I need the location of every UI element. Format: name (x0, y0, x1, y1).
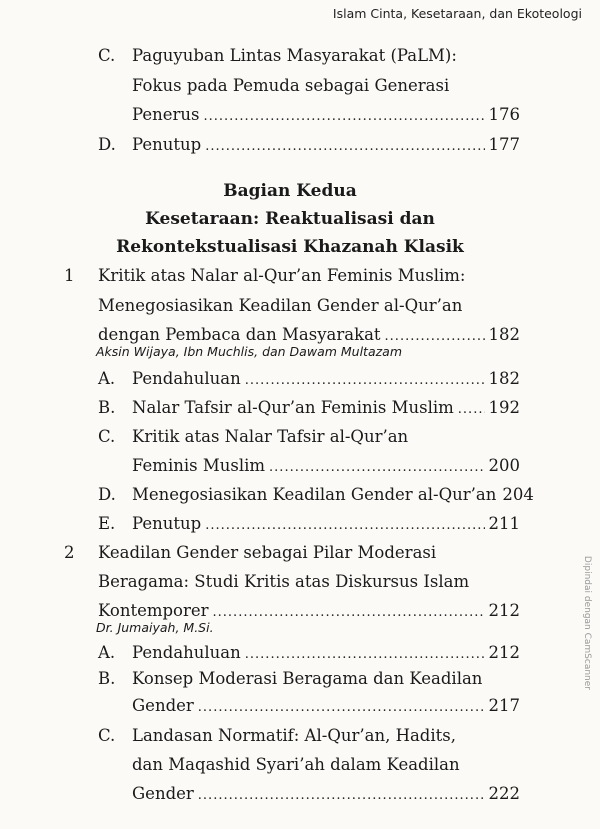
toc-entry (0, 365, 600, 393)
toc-entry (0, 692, 600, 720)
dotted-leader-row (132, 101, 520, 131)
entry-text: Paguyuban Lintas Masyarakat (PaLM): (132, 46, 457, 65)
chapter-2-line2 (0, 568, 600, 596)
entry-text: Gender (132, 784, 194, 803)
page-number: 211 (488, 514, 520, 533)
toc-entry-c-line3 (0, 101, 600, 129)
entry-text: Pendahuluan (132, 643, 241, 662)
toc-entry (0, 722, 600, 750)
entry-text: Penerus (132, 105, 200, 124)
page-number: 222 (488, 784, 520, 803)
entry-text: Gender (132, 696, 194, 715)
dotted-leader-row (132, 510, 520, 540)
chapter-title: Kontemporer (98, 601, 209, 620)
dotted-leader-row (132, 481, 534, 509)
running-header: Islam Cinta, Kesetaraan, dan Ekoteologi (332, 6, 582, 21)
section-letter: A. (98, 369, 116, 388)
chapter-number: 2 (64, 543, 75, 562)
scanner-watermark: Dipindai dengan CamScanner (582, 555, 592, 690)
dotted-leader-row (132, 365, 520, 395)
page-number: 204 (502, 485, 534, 504)
toc-entry (0, 780, 600, 808)
page-number: 200 (488, 456, 520, 475)
section-letter: E. (98, 514, 116, 533)
chapter-title: Kritik atas Nalar al-Qur’an Feminis Muslim: (98, 266, 466, 285)
section-letter: B. (98, 398, 116, 417)
dot-leader (213, 599, 485, 627)
section-letter: C. (98, 46, 116, 65)
part-title-line1: Kesetaraan: Reaktualisasi dan (145, 209, 435, 229)
toc-entry (0, 481, 600, 509)
dotted-leader-row (132, 394, 520, 424)
entry-text: Feminis Muslim (132, 456, 266, 475)
entry-text: Pendahuluan (132, 369, 241, 388)
dot-leader (198, 694, 485, 722)
entry-text: Konsep Moderasi Beragama dan Keadilan (132, 669, 483, 688)
entry-text: Kritik atas Nalar Tafsir al-Qur’an (132, 427, 409, 446)
dot-leader (205, 512, 484, 540)
chapter-2-line3 (0, 597, 600, 625)
toc-entry (0, 665, 600, 693)
toc-entry (0, 394, 600, 422)
entry-text: Penutup (132, 135, 202, 154)
section-letter: A. (98, 643, 116, 662)
toc-entry-c-line2 (0, 72, 600, 100)
part-title-line2: Rekontekstualisasi Khazanah Klasik (116, 237, 464, 257)
page-number: 217 (488, 696, 520, 715)
page-number: 182 (488, 369, 520, 388)
dot-leader (198, 782, 485, 810)
entry-text: dan Maqashid Syari’ah dalam Keadilan (132, 755, 460, 774)
dot-leader (245, 367, 485, 395)
chapter-title: Beragama: Studi Kritis atas Diskursus Islam (98, 572, 470, 591)
section-letter: D. (98, 485, 116, 504)
entry-text: Menegosiasikan Keadilan Gender al-Qur’an (132, 485, 497, 504)
dot-leader (458, 396, 485, 424)
section-letter: B. (98, 669, 116, 688)
toc-entry-d (0, 131, 600, 159)
chapter-1-line1 (0, 262, 600, 290)
page-number: 192 (488, 398, 520, 417)
chapter-title: dengan Pembaca dan Masyarakat (98, 325, 381, 344)
toc-entry (0, 423, 600, 451)
section-letter: D. (98, 135, 116, 154)
dot-leader (205, 133, 484, 161)
dotted-leader-row (132, 692, 520, 722)
entry-text: Nalar Tafsir al-Qur’an Feminis Muslim (132, 398, 454, 417)
page-number: 177 (488, 135, 520, 154)
chapter-author: Aksin Wijaya, Ibn Muchlis, dan Dawam Multazam (96, 344, 403, 359)
dot-leader (204, 103, 485, 131)
page-number: 176 (488, 105, 520, 124)
entry-text: Fokus pada Pemuda sebagai Generasi (132, 76, 450, 95)
chapter-title: Keadilan Gender sebagai Pilar Moderasi (98, 543, 437, 562)
entry-text: Penutup (132, 514, 202, 533)
chapter-1-line2 (0, 292, 600, 320)
chapter-title: Menegosiasikan Keadilan Gender al-Qur’an (98, 296, 463, 315)
toc-entry-c-line1 (0, 42, 600, 70)
section-letter: C. (98, 726, 116, 745)
toc-entry (0, 452, 600, 480)
section-letter: C. (98, 427, 116, 446)
dotted-leader-row (132, 452, 520, 482)
page-number: 212 (488, 601, 520, 620)
page-number: 182 (488, 325, 520, 344)
chapter-number: 1 (64, 266, 75, 285)
toc-entry (0, 510, 600, 538)
part-label: Bagian Kedua (223, 181, 357, 201)
page-number: 212 (488, 643, 520, 662)
entry-text: Landasan Normatif: Al-Qur’an, Hadits, (132, 726, 456, 745)
dotted-leader-row (132, 131, 520, 161)
toc-entry (0, 639, 600, 667)
chapter-2-line1 (0, 539, 600, 567)
chapter-author: Dr. Jumaiyah, M.Si. (96, 620, 214, 635)
dotted-leader-row (132, 780, 520, 810)
dot-leader (269, 454, 484, 482)
toc-entry (0, 751, 600, 779)
